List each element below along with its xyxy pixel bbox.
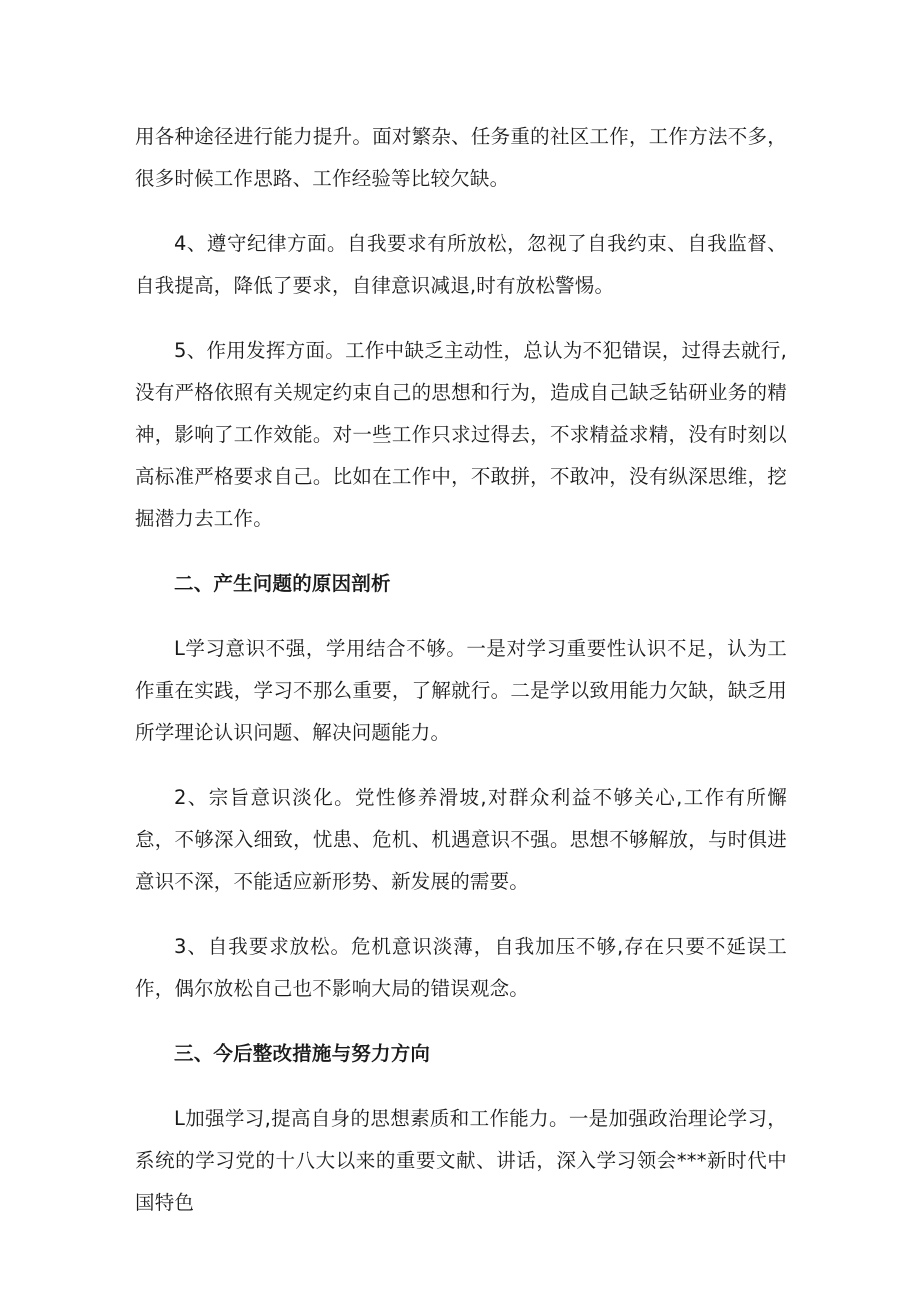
paragraph-continued: 用各种途径进行能力提升。面对繁杂、任务重的社区工作，工作方法不多，很多时候工作思路、工作经验等比较欠缺。 <box>135 125 787 190</box>
paragraph-self-requirement: 3、自我要求放松。危机意识淡薄，自我加压不够,存在只要不延误工作，偶尔放松自己也不影响大局的错误观念。 <box>135 935 787 1000</box>
paragraph-purpose: 2、宗旨意识淡化。党性修养滑坡,对群众利益不够关心,工作有所懈怠，不够深入细致，忧患、危机、机遇意识不强。思想不够解放，与时俱进意识不深，不能适应新形势、新发展的需要。 <box>135 786 787 893</box>
document-body <box>135 116 787 1247</box>
section-heading-causes: 二、产生问题的原因剖析 <box>174 572 391 595</box>
paragraph-strengthen-learning: L加强学习,提高自身的思想素质和工作能力。一是加强政治理论学习，系统的学习党的十八大以来的重要文献、讲话，深入学习领会***新时代中国特色 <box>135 1107 787 1214</box>
section-heading-measures: 三、今后整改措施与努力方向 <box>174 1042 431 1065</box>
paragraph-role: 5、作用发挥方面。工作中缺乏主动性，总认为不犯错误，过得去就行,没有严格依照有关规定约束自己的思想和行为，造成自己缺乏钻研业务的精神，影响了工作效能。对一些工作只求过得去，不求精益求精，没有时刻以高标准严格要求自己。比如在工作中，不敢拼，不敢冲，没有纵深思维，挖掘潜力去工作。 <box>135 339 787 530</box>
paragraph-discipline: 4、遵守纪律方面。自我要求有所放松，忽视了自我约束、自我监督、自我提高，降低了要求，自律意识减退,时有放松警惕。 <box>135 232 787 297</box>
paragraph-learning: L学习意识不强，学用结合不够。一是对学习重要性认识不足，认为工作重在实践，学习不那么重要，了解就行。二是学以致用能力欠缺，缺乏用所学理论认识问题、解决问题能力。 <box>135 637 787 744</box>
